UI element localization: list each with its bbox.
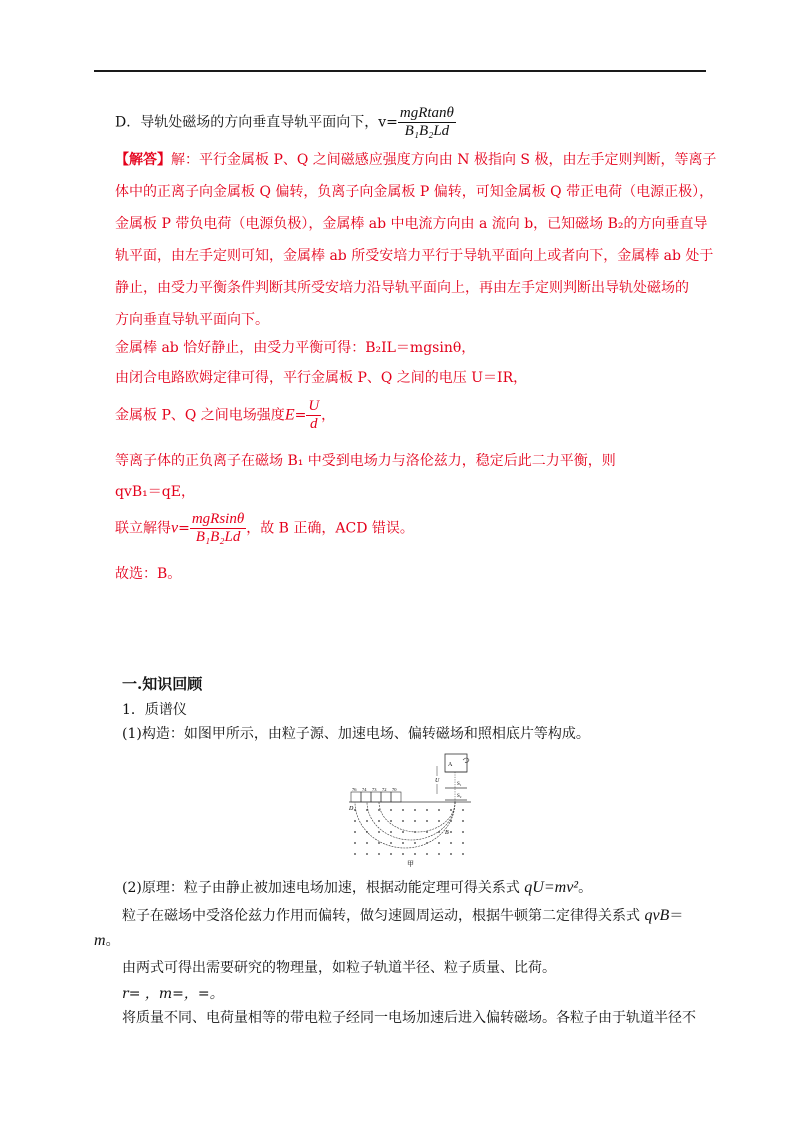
field-dot <box>402 820 404 822</box>
field-dot <box>438 831 440 833</box>
plate-label: 73 <box>372 787 377 792</box>
answer-eq-3: 金属板 P、Q 之间电场强度E= $\frac{U}{d}$ ， <box>115 398 336 432</box>
principle-suffix: 。 <box>578 880 593 896</box>
answer-eq-5: qvB₁＝qE， <box>115 484 195 500</box>
field-dot <box>390 831 392 833</box>
plate-cell <box>391 792 401 802</box>
plate-label: 74 <box>362 787 367 792</box>
field-dot <box>438 809 440 811</box>
answer-choice: 故选：B。 <box>115 566 182 582</box>
plate-label: 72 <box>382 787 387 792</box>
field-dot <box>366 820 368 822</box>
lorentz-equals: ＝ <box>669 908 684 924</box>
field-dot <box>426 809 428 811</box>
field-dot <box>354 820 356 822</box>
lorentz-prefix: 粒子在磁场中受洛伦兹力作用而偏转，做匀速圆周运动，根据牛顿第二定律得关系式 <box>122 908 645 924</box>
answer-line-2: 体中的正离子向金属板 Q 偏转，负离子向金属板 P 偏转，可知金属板 Q 带正电荷（电源正极）， <box>115 184 714 200</box>
answer-eq-4: 等离子体的正负离子在磁场 B₁ 中受到电场力与洛伦兹力，稳定后此二力平衡，则 <box>115 453 616 469</box>
option-d-text: D．导轨处磁场的方向垂直导轨平面向下，v= <box>115 114 398 131</box>
answer-line-6: 方向垂直导轨平面向下。 <box>115 312 269 328</box>
answer-text-1: 解：平行金属板 P、Q 之间磁感应强度方向由 N 极指向 S 极，由左手定则判断，等离子 <box>171 152 717 168</box>
answer-line-3: 金属板 P 带负电荷（电源负极），金属棒 ab 中电流方向由 a 流向 b，已知磁场 B₂的方向垂直导 <box>115 216 708 232</box>
field-dot <box>354 853 356 855</box>
lorentz-m: m <box>94 932 106 949</box>
plate-cell <box>351 792 361 802</box>
lorentz-equation: qvB <box>644 907 670 924</box>
field-dot <box>462 809 464 811</box>
field-dot <box>450 831 452 833</box>
label-d: D <box>349 806 354 812</box>
field-dot <box>438 853 440 855</box>
last-line: 将质量不同、电荷量相等的带电粒子经同一电场加速后进入偏转磁场。各粒子由于轨道半径不 <box>122 1010 696 1026</box>
field-dot <box>414 820 416 822</box>
answer-eq-3-numerator: U <box>308 398 320 414</box>
photo-plate <box>351 792 401 802</box>
answer-eq-6-suffix: ，故 B 正确，ACD 错误。 <box>246 520 414 537</box>
principle-prefix: (2)原理：粒子由静止被加速电场加速，根据动能定理可得关系式 <box>122 880 525 896</box>
field-dot <box>462 853 464 855</box>
field-dot <box>366 842 368 844</box>
field-dot <box>438 820 440 822</box>
field-dot <box>450 853 452 855</box>
answer-eq-6-denominator: B₁B₂Ld <box>195 529 241 545</box>
answer-eq-1: 金属棒 ab 恰好静止，由受力平衡可得：B₂IL＝mgsinθ， <box>115 340 476 356</box>
field-dot <box>378 853 380 855</box>
answer-eq-3-denominator: d <box>310 416 318 432</box>
field-dot <box>402 831 404 833</box>
field-dot <box>402 842 404 844</box>
field-dot <box>462 820 464 822</box>
answer-eq-6-lhs: v <box>171 519 179 537</box>
field-dot <box>378 831 380 833</box>
option-d-fraction <box>398 105 456 140</box>
field-dot <box>414 842 416 844</box>
answer-eq-3-suffix: ， <box>321 407 336 424</box>
answer-eq-6-prefix: 联立解得 <box>115 520 171 537</box>
field-dot <box>378 820 380 822</box>
label-u: U <box>435 778 440 784</box>
label-s1: S₁ <box>457 782 462 787</box>
trajectory-mid <box>367 802 455 840</box>
plate-label: 70 <box>392 787 397 792</box>
mass-spectrometer-figure <box>345 752 475 868</box>
plate-cell <box>371 792 381 802</box>
header-rule <box>94 70 706 72</box>
field-dot <box>414 853 416 855</box>
field-dot <box>438 842 440 844</box>
label-a: A <box>448 762 453 768</box>
field-dot <box>390 853 392 855</box>
field-dot <box>414 809 416 811</box>
field-dot <box>402 853 404 855</box>
field-dot <box>378 809 380 811</box>
answer-tag: 【解答】 <box>115 152 171 168</box>
answer-line-1 <box>115 150 716 170</box>
plate-label: 76 <box>352 787 357 792</box>
principle-equation: qU=mv² <box>524 879 579 896</box>
construct-text: (1)构造：如图甲所示，由粒子源、加速电场、偏转磁场和照相底片等构成。 <box>122 726 590 742</box>
answer-eq-6: 联立解得v= $\frac{\text{mgRsinθ}}{\text{B₁B₂Ld}}$ ，故 B 正确，ACD 错误。 <box>115 511 414 545</box>
deduce-text: 由两式可得出需要研究的物理量，如粒子轨道半径、粒子质量、比荷。 <box>122 960 556 976</box>
source-coil-icon <box>463 758 469 763</box>
answer-eq-2: 由闭合电路欧姆定律可得，平行金属板 P、Q 之间的电压 U＝IR， <box>115 370 528 386</box>
plate-labels <box>352 787 397 792</box>
answer-eq-3-lhs: E <box>284 406 295 424</box>
field-dot <box>354 831 356 833</box>
lorentz-period: 。 <box>105 933 120 949</box>
field-dot <box>426 853 428 855</box>
option-d <box>115 105 456 140</box>
field-dot <box>354 842 356 844</box>
answer-eq-3-fraction <box>306 398 321 433</box>
field-dot <box>414 831 416 833</box>
section-heading: 一.知识回顾 <box>122 675 203 693</box>
lorentz-text <box>122 906 683 926</box>
field-dot <box>450 809 452 811</box>
field-dot <box>366 853 368 855</box>
plate-cell <box>361 792 371 802</box>
answer-line-5: 静止，由受力平衡条件判断其所受安培力沿导轨平面向上，再由左手定则判断出导轨处磁场的 <box>115 280 689 296</box>
field-dot <box>390 820 392 822</box>
field-dot <box>390 842 392 844</box>
answer-eq-3-prefix: 金属板 P、Q 之间电场强度 <box>115 407 285 424</box>
field-dot <box>462 842 464 844</box>
field-dot <box>366 809 368 811</box>
lorentz-text-continued <box>94 931 120 951</box>
result-text: r= ，m=，=。 <box>122 986 224 1002</box>
field-dot <box>450 842 452 844</box>
field-dot <box>354 809 356 811</box>
answer-eq-6-fraction <box>190 511 246 546</box>
trajectory-outer <box>355 802 455 848</box>
plate-cell <box>381 792 391 802</box>
principle-text <box>122 878 592 898</box>
field-dot <box>462 831 464 833</box>
label-s2: S₂ <box>457 794 462 799</box>
field-dot <box>426 842 428 844</box>
field-dot <box>402 809 404 811</box>
field-dot <box>378 842 380 844</box>
answer-line-4: 轨平面，由左手定则可知，金属棒 ab 所受安培力平行于导轨平面向上或者向下，金属棒 ab 处于 <box>115 248 714 264</box>
answer-eq-6-numerator: mgRsinθ <box>191 511 245 527</box>
item-1: 1．质谱仪 <box>122 702 187 718</box>
field-dot <box>426 831 428 833</box>
field-dot <box>426 820 428 822</box>
figure-caption: 甲 <box>407 860 414 868</box>
option-d-denominator: B₁B₂Ld <box>404 123 450 139</box>
label-b: B <box>445 830 449 836</box>
field-dot <box>390 809 392 811</box>
option-d-numerator: mgRtanθ <box>399 105 454 121</box>
field-dot <box>366 831 368 833</box>
field-dot <box>450 820 452 822</box>
